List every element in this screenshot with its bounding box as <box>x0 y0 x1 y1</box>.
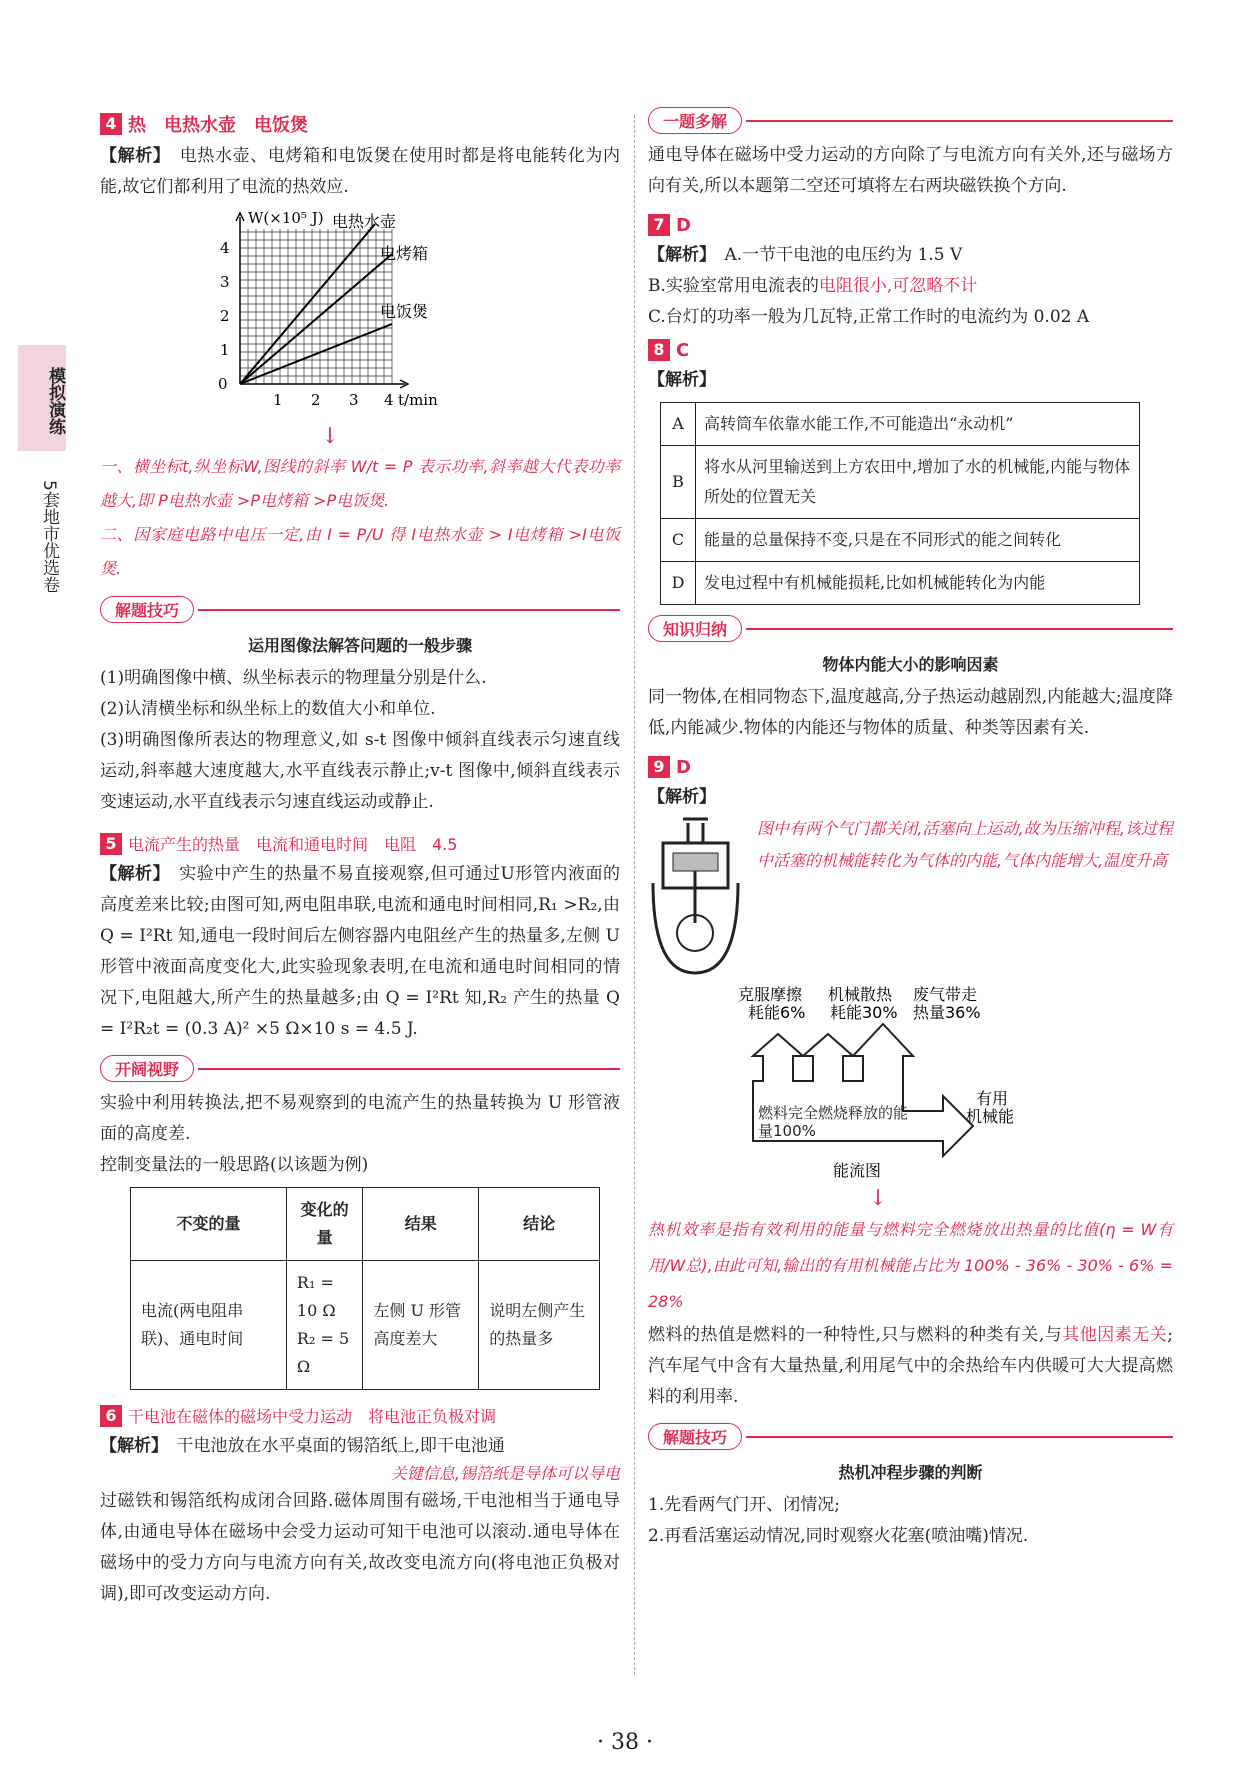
know-tag: 知识归纳 <box>648 615 742 642</box>
multi-tag: 一题多解 <box>648 107 742 134</box>
flow-base-label: 燃料完全燃烧释放的能量100% <box>758 1104 908 1140</box>
q4-number: 4 <box>100 113 122 135</box>
sidebar-book-title: 5套地市优选卷 <box>39 480 59 593</box>
q8-header <box>648 339 1173 361</box>
analysis-label: 【解析】 <box>100 1436 160 1456</box>
q5-number: 5 <box>100 833 122 855</box>
y-tick: 2 <box>220 307 230 325</box>
analysis-label: 【解析】 <box>648 787 716 807</box>
q8-answer: C <box>676 339 690 361</box>
y-tick: 3 <box>220 273 230 291</box>
flow-label: 克服摩擦 <box>738 986 803 1004</box>
sidebar-section-tab: 模拟演练 <box>18 345 66 451</box>
work-time-graph <box>200 209 460 419</box>
q4-header <box>100 111 620 137</box>
table-cell: 能量的总量保持不变,只是在不同形式的能之间转化 <box>696 519 1140 562</box>
q7-option-a <box>648 240 1173 271</box>
q9-engine-row <box>648 813 1173 978</box>
q5-analysis <box>100 859 620 1045</box>
q7-option-b <box>648 271 1173 302</box>
q9-number: 9 <box>648 756 670 778</box>
flow-out-label: 有用 <box>976 1089 1009 1108</box>
q4-text: 电热水壶、电烤箱和电饭煲在使用时都是将电能转化为内能,故它们都利用了电流的热效应. <box>100 146 621 197</box>
analysis-label: 【解析】 <box>100 864 162 884</box>
right-column <box>648 105 1173 1552</box>
view-tag: 开阔视野 <box>100 1055 194 1082</box>
view-text: 实验中利用转换法,把不易观察到的电流产生的热量转换为 U 形管液面的高度差. <box>100 1093 620 1144</box>
y-tick: 4 <box>220 239 230 257</box>
x-tick: 1 <box>273 391 283 409</box>
table-cell: 将水从河里输送到上方农田中,增加了水的机械能,内能与物体所处的位置无关 <box>696 446 1140 519</box>
q4-answer: 热 电热水壶 电饭煲 <box>128 115 308 136</box>
know-box-header <box>648 615 1173 642</box>
flow-label: 废气带走 <box>913 986 978 1004</box>
y-tick: 0 <box>218 375 228 393</box>
tips-tag: 解题技巧 <box>100 596 194 623</box>
y-tick: 1 <box>220 341 230 359</box>
tips2-item: 1.先看两气门开、闭情况; <box>648 1495 840 1515</box>
analysis-label: 【解析】 <box>100 146 163 166</box>
column-divider <box>634 115 635 1675</box>
q4-chart <box>200 209 620 424</box>
flow-out-label: 机械能 <box>966 1107 1015 1126</box>
table-cell: B <box>661 446 696 519</box>
tips2-item: 2.再看活塞运动情况,同时观察火花塞(喷油嘴)情况. <box>648 1526 1029 1546</box>
q5-text: 实验中产生的热量不易直接观察,但可通过U形管内液面的高度差来比较;由图可知,两电阻串联,电流和通电时间相同,R₁ >R₂,由 Q = I²Rt 知,通电一段时间后左侧容器内电阻丝产生的热量多,左侧 U 形管中液面高度变化大,此实验现象表明,在电流和通电时间相同的情况下,电阻越大,所产生的热量越多;由 Q = I²Rt 知,R₂ 产生的热量 Q = I²R₂t = (0.3 A)² ×5 Ω×10 s = 4.5 J. <box>100 864 621 1039</box>
table-cell: R₁ = 10 Ω R₂ = 5 Ω <box>286 1261 362 1390</box>
table-header: 结论 <box>479 1188 600 1261</box>
line-label-cooker: 电饭煲 <box>380 302 429 321</box>
q6-analysis <box>100 1431 620 1462</box>
flow-label: 耗能30% <box>830 1003 898 1022</box>
know-text: 同一物体,在相同物态下,温度越高,分子热运动越剧烈,内能越大;温度降低,内能减少.物体的内能还与物体的质量、种类等因素有关. <box>648 687 1173 738</box>
energy-flow-svg <box>698 986 1078 1181</box>
q7-option-c: C.台灯的功率一般为几瓦特,正常工作时的电流约为 0.02 A <box>648 307 1090 327</box>
q6-text-1: 干电池放在水平桌面的锡箔纸上,即干电池通 <box>176 1436 505 1456</box>
control-variable-table <box>130 1187 600 1390</box>
flow-label: 机械散热 <box>828 986 893 1004</box>
down-arrow: ↓ <box>320 424 340 449</box>
table-row <box>661 562 1140 605</box>
tips-box-header <box>100 596 620 623</box>
table-row <box>661 519 1140 562</box>
x-tick: 4 <box>384 391 394 409</box>
q9-label <box>648 782 1173 813</box>
table-cell: 说明左侧产生的热量多 <box>479 1261 600 1390</box>
x-axis-label: t/min <box>398 391 438 409</box>
tips-title: 运用图像法解答问题的一般步骤 <box>247 636 472 655</box>
q7-b-highlight: 电阻很小,可忽略不计 <box>818 276 978 296</box>
q6-text-2: 过磁铁和锡箔纸构成闭合回路.磁体周围有磁场,干电池相当于通电导体,由通电导体在磁场中会受力运动可知干电池可以滚动.通电导体在磁场中的受力方向与电流方向有关,故改变电流方向(将电池正负极对调),即可改变运动方向. <box>100 1491 620 1604</box>
line-label-kettle: 电热水壶 <box>332 212 397 231</box>
tips2-tag: 解题技巧 <box>648 1423 742 1450</box>
q8-number: 8 <box>648 339 670 361</box>
tips-item: (1)明确图像中横、纵坐标表示的物理量分别是什么. <box>100 668 487 688</box>
multi-box-header <box>648 107 1173 134</box>
flow-label: 热量36% <box>913 1003 981 1022</box>
q9-text-1: 燃料的热值是燃料的一种特性,只与燃料的种类有关,与 <box>648 1325 1063 1345</box>
q9-handwritten-note-2: 热机效率是指有效利用的能量与燃料完全燃烧放出热量的比值(η = W有用/W总),由此可知,输出的有用机械能占比为 100% - 36% - 30% - 6% = 28% <box>648 1220 1173 1311</box>
y-axis-label: W(×10⁵ J) <box>248 209 324 227</box>
table-cell: D <box>661 562 696 605</box>
line-cooker <box>240 324 392 384</box>
line-label-oven: 电烤箱 <box>380 244 429 263</box>
q7-a-text: A.一节干电池的电压约为 1.5 V <box>724 245 963 265</box>
q7-number: 7 <box>648 214 670 236</box>
x-tick: 2 <box>311 391 321 409</box>
q4-handwritten-note-1: 一、横坐标t,纵坐标W,图线的斜率 W/t = P 表示功率,斜率越大代表功率越大,即 P电热水壶 >P电烤箱 >P电饭煲. <box>100 457 620 510</box>
tips2-box-header <box>648 1423 1173 1450</box>
left-column <box>100 105 620 1610</box>
table-cell: 高转筒车依靠水能工作,不可能造出“永动机” <box>696 403 1140 446</box>
tips-item: (3)明确图像所表达的物理意义,如 s-t 图像中倾斜直线表示匀速直线运动,斜率越大速度越大,水平直线表示静止;v-t 图像中,倾斜直线表示变速运动,水平直线表示匀速直线运动或静止. <box>100 730 620 812</box>
table-cell: 左侧 U 形管高度差大 <box>363 1261 479 1390</box>
table-cell: A <box>661 403 696 446</box>
q9-handwritten-note: 图中有两个气门都关闭,活塞向上运动,故为压缩冲程,该过程中活塞的机械能转化为气体的内能,气体内能增大,温度升高 <box>757 819 1173 870</box>
q9-header <box>648 756 1173 778</box>
q6-handwritten-note: 关键信息,锡箔纸是导体可以导电 <box>390 1464 620 1483</box>
engine-diagram <box>648 813 743 978</box>
q6-header <box>100 1404 620 1427</box>
q5-answer: 电流产生的热量 电流和通电时间 电阻 4.5 <box>128 835 458 854</box>
view-sub: 控制变量法的一般思路(以该题为例) <box>100 1155 369 1175</box>
q7-answer: D <box>676 214 691 236</box>
table-row <box>661 403 1140 446</box>
table-row <box>661 446 1140 519</box>
table-header: 结果 <box>363 1188 479 1261</box>
table-header: 变化的量 <box>286 1188 362 1261</box>
view-box-header <box>100 1055 620 1082</box>
tips2-title: 热机冲程步骤的判断 <box>838 1463 983 1482</box>
table-cell: 发电过程中有机械能损耗,比如机械能转化为内能 <box>696 562 1140 605</box>
q7-b-text: B.实验室常用电流表的 <box>648 276 819 296</box>
flow-caption: 能流图 <box>833 1161 882 1180</box>
q8-table <box>660 402 1140 605</box>
q9-text-highlight: 其他因素无关 <box>1062 1325 1168 1345</box>
page-number: · 38 · <box>597 1730 653 1755</box>
energy-flow-diagram <box>698 986 1173 1186</box>
q8-label <box>648 365 1173 396</box>
q4-analysis <box>100 141 620 203</box>
x-tick: 3 <box>349 391 359 409</box>
q6-answer: 干电池在磁体的磁场中受力运动 将电池正负极对调 <box>128 1407 497 1426</box>
q9-heat-value-text <box>648 1320 1173 1413</box>
analysis-label: 【解析】 <box>648 245 708 265</box>
q4-handwritten-note-2: 二、因家庭电路中电压一定,由 I = P/U 得 I电热水壶 > I电烤箱 >I电饭煲. <box>100 525 620 578</box>
q9-text-3: ;汽车尾气中含有大量热量,利用尾气中的余热给车内供暖可大大提高燃料的利用率. <box>648 1325 1174 1407</box>
table-cell: C <box>661 519 696 562</box>
tips-item: (2)认清横坐标和纵坐标上的数值大小和单位. <box>100 699 436 719</box>
table-header: 不变的量 <box>131 1188 287 1261</box>
q7-header <box>648 214 1173 236</box>
q6-number: 6 <box>100 1405 122 1427</box>
analysis-label: 【解析】 <box>648 370 716 390</box>
know-title: 物体内能大小的影响因素 <box>822 655 999 674</box>
multi-text: 通电导体在磁场中受力运动的方向除了与电流方向有关外,还与磁场方向有关,所以本题第二空还可填将左右两块磁铁换个方向. <box>648 145 1173 196</box>
q5-header <box>100 832 620 855</box>
line-oven <box>240 254 392 384</box>
q9-answer: D <box>676 756 691 778</box>
table-cell: 电流(两电阻串联)、通电时间 <box>131 1261 287 1390</box>
down-arrow: ↓ <box>868 1186 888 1211</box>
flow-label: 耗能6% <box>748 1003 806 1022</box>
